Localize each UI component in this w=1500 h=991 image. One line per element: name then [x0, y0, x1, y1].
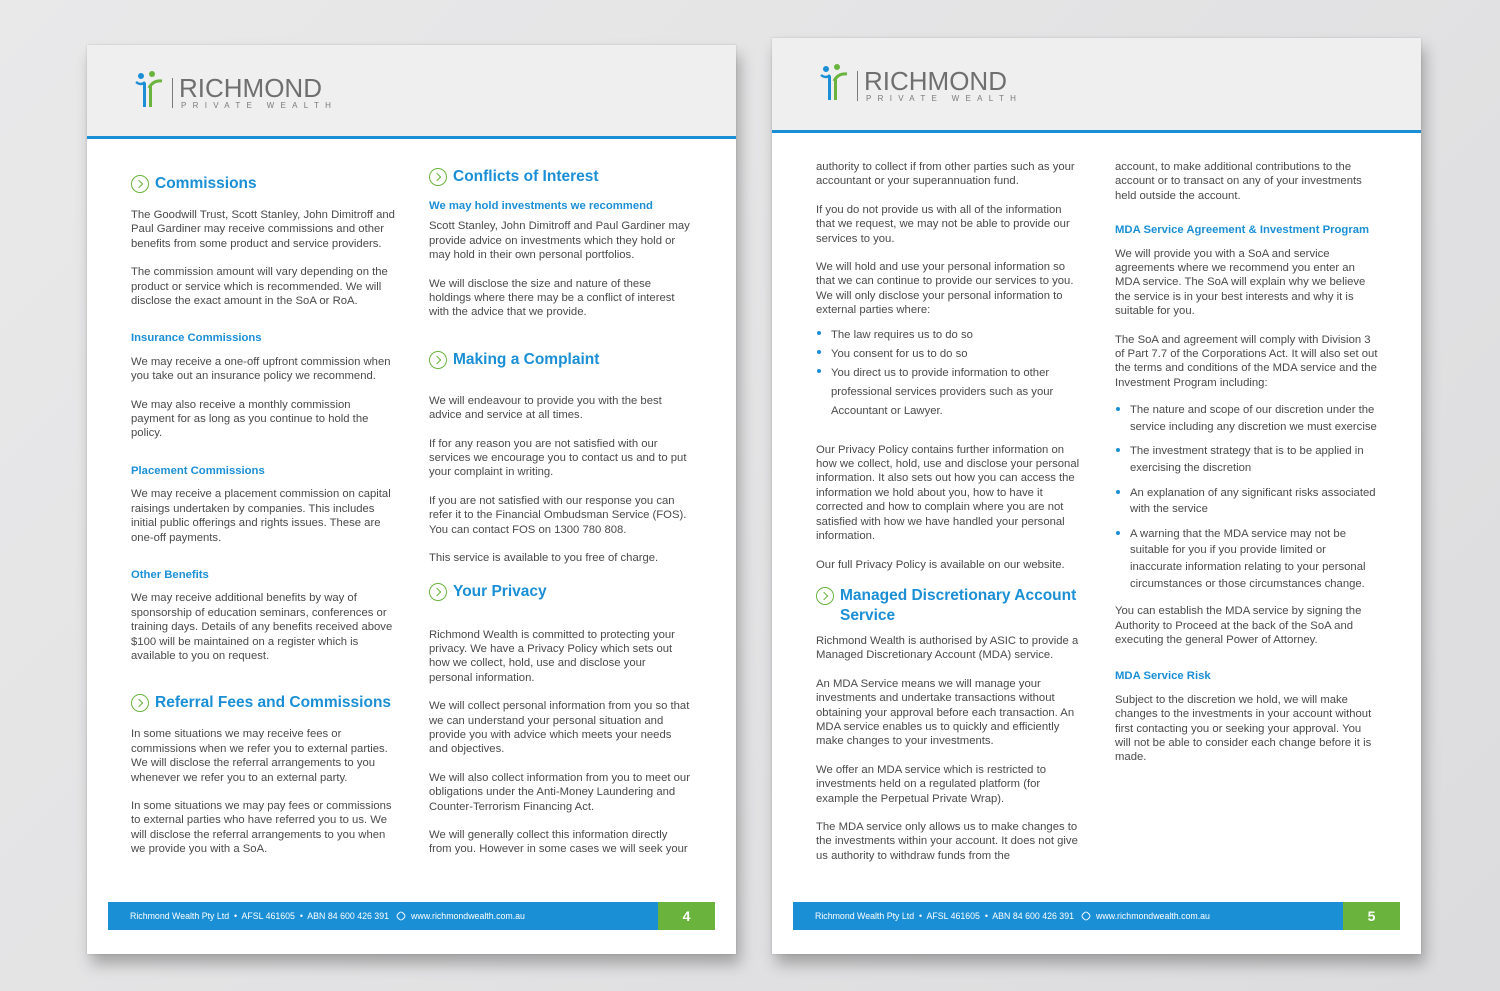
page-footer [793, 902, 1400, 930]
logo-tagline: PRIVATE WEALTH [181, 101, 338, 110]
paragraph: An MDA Service means we will manage your investments and undertake transactions without obtaining your approval before each transaction. An MDA service enables us to quickly and efficiently make changes to your investments. [816, 677, 1075, 748]
disclosure-list [816, 326, 1082, 421]
link-icon [1080, 910, 1091, 921]
paragraph: If you are not satisfied with our response you can refer it to the Financial Ombudsman Service (FOS). You can contact FOS on 1300 780 808. [429, 494, 687, 536]
chevron-right-circle-icon [429, 168, 447, 186]
paragraph: Richmond Wealth is authorised by ASIC to provide a Managed Discretionary Account (MDA) service. [816, 634, 1079, 662]
program-list [1115, 402, 1379, 592]
paragraph: In some situations we may receive fees or commissions when we refer you to external parties. We will disclose the referral arrangements to you whenever we refer you to an external party. [131, 728, 388, 784]
paragraph: We may also receive a monthly commission payment for as long as you continue to hold the policy. [131, 398, 369, 440]
page-4 [87, 45, 736, 954]
richmond-logo-icon [135, 70, 165, 110]
section-commissions: Commissions [131, 174, 395, 194]
paragraph: We may receive a placement commission on capital raisings undertaken by companies. This includes initial public offerings and rights issues. These are one-off payments. [131, 488, 391, 544]
paragraph: The MDA service only allows us to make changes to the investments within your account. It does not give us authority to withdraw funds from the [816, 820, 1078, 862]
chevron-right-circle-icon [131, 694, 149, 712]
right-column [1115, 160, 1379, 779]
subheading-hold-investments: We may hold investments we recommend [429, 200, 653, 212]
paragraph: We will disclose the size and nature of these holdings where there may be a conflict of interest with the advice that we provide. [429, 277, 675, 319]
paragraph: Our Privacy Policy contains further information on how we collect, hold, use and disclose your personal information. It also sets out how you can access the information we hold about you, how to have it corrected and how to complain where you are not satisfied with how we have handled your personal information. [816, 443, 1080, 543]
company-logo [135, 70, 355, 115]
section-referral-fees: Referral Fees and Commissions [131, 693, 395, 713]
list-item: The nature and scope of our discretion under the service including any discretion we must exercise [1115, 402, 1379, 435]
section-making-a-complaint: Making a Complaint [429, 350, 691, 370]
page-header [87, 45, 736, 139]
paragraph: We will endeavour to provide you with the best advice and service at all times. [429, 394, 662, 422]
paragraph: We will hold and use your personal information so that we can continue to provide our services to you. We will only disclose your personal information to external parties where: [816, 261, 1074, 317]
subheading-insurance-commissions: Insurance Commissions [131, 332, 262, 345]
right-column [429, 167, 691, 871]
paragraph: In some situations we may pay fees or commissions to external parties who have referred you to us. We will disclose the referral arrangements to you when we provide you with a SoA. [131, 799, 392, 856]
chevron-right-circle-icon [816, 587, 834, 605]
paragraph: If you do not provide us with all of the information that we request, we may not be able to provide our services to you. [816, 203, 1070, 245]
paragraph: The commission amount will vary depending on the product or service which is recommended. We will disclose the exact amount in the SoA or RoA. [131, 266, 388, 308]
paragraph: Scott Stanley, John Dimitroff and Paul Gardiner may provide advice on investments which they hold or may hold in their own personal portfolios. [429, 220, 690, 262]
paragraph: authority to collect if from other parties such as your accountant or your superannuation fund. [816, 161, 1075, 188]
paragraph: You can establish the MDA service by signing the Authority to Proceed at the back of the SoA and executing the general Power of Attorney. [1115, 605, 1362, 647]
list-item: The law requires us to do so [816, 326, 1082, 345]
footer-website-link[interactable]: www.richmondwealth.com.au [411, 911, 525, 921]
paragraph: We offer an MDA service which is restricted to investments held on a regulated platform (for example the Perpetual Private Wrap). [816, 763, 1046, 805]
list-item: You direct us to provide information to other professional services providers such as your Accountant or Lawyer. [816, 364, 1082, 421]
paragraph: Our full Privacy Policy is available on our website. [816, 558, 1065, 571]
list-item: You consent for us to do so [816, 345, 1082, 364]
subheading-mda-service-agreement: MDA Service Agreement & Investment Program [1115, 224, 1370, 237]
chevron-right-circle-icon [429, 351, 447, 369]
paragraph: This service is available to you free of charge. [429, 552, 659, 565]
paragraph: We may receive a one-off upfront commission when you take out an insurance policy we recommend. [131, 355, 391, 383]
logo-name: RICHMOND [179, 73, 322, 103]
list-item: The investment strategy that is to be applied in exercising the discretion [1115, 443, 1379, 476]
paragraph: The SoA and agreement will comply with Division 3 of Part 7.7 of the Corporations Act. It will also set out the terms and conditions of the MDA service and the Investment Program including: [1115, 333, 1378, 389]
chevron-right-circle-icon [429, 583, 447, 601]
paragraph: We may receive additional benefits by way of sponsorship of education seminars, conferences or training days. Details of any benefits received above $100 will be maintained on a register which is available to you on request. [131, 592, 393, 662]
page-header [772, 38, 1421, 133]
paragraph: If for any reason you are not satisfied with our services we encourage you to contact us and to put your complaint in writing. [429, 437, 687, 479]
subheading-mda-service-risk: MDA Service Risk [1115, 670, 1211, 683]
page-number: 4 [658, 902, 715, 930]
paragraph: We will collect personal information from you so that we can understand your personal situation and provide you with advice which meets your needs and objectives. [429, 700, 690, 756]
paragraph: We will provide you with a SoA and service agreements where we recommend you enter an MDA service. The SoA will explain why we believe the service is in your best interests and why it is suitable for you. [1115, 247, 1366, 318]
paragraph: We will also collect information from you to meet our obligations under the Anti-Money Laundering and Counter-Terrorism Financing Act. [429, 771, 690, 813]
list-item: An explanation of any significant risks associated with the service [1115, 485, 1379, 518]
footer-website-link[interactable]: www.richmondwealth.com.au [1096, 911, 1210, 921]
logo-name: RICHMOND [864, 66, 1007, 96]
page-footer [108, 902, 715, 930]
link-icon [395, 910, 406, 921]
page-number: 5 [1343, 902, 1400, 930]
paragraph: account, to make additional contributions to the account or to transact on any of your investments held outside the account. [1115, 161, 1362, 202]
paragraph: Richmond Wealth is committed to protecting your privacy. We have a Privacy Policy which sets out how we collect, hold, use and disclose your personal information. [429, 628, 675, 684]
logo-tagline: PRIVATE WEALTH [866, 94, 1023, 103]
subheading-other-benefits: Other Benefits [131, 568, 209, 581]
left-column [816, 160, 1082, 877]
footer-company-info: Richmond Wealth Pty Ltd • AFSL 461605 • ABN 84 600 426 391 [815, 911, 1074, 921]
paragraph: We will generally collect this information directly from you. However in some cases we will seek your [429, 828, 688, 856]
left-column [131, 174, 395, 871]
section-conflicts-of-interest: Conflicts of Interest [429, 167, 691, 187]
section-your-privacy: Your Privacy [429, 582, 691, 602]
subheading-placement-commissions: Placement Commissions [131, 464, 265, 477]
footer-company-info: Richmond Wealth Pty Ltd • AFSL 461605 • ABN 84 600 426 391 [130, 911, 389, 921]
richmond-logo-icon [820, 63, 850, 103]
paragraph: Subject to the discretion we hold, we will make changes to the investments in your account without first contacting you or seeking your approval. You will not be able to consider each change before it is made. [1115, 693, 1372, 764]
list-item: A warning that the MDA service may not be suitable for you if you provide limited or inaccurate information relating to your personal circumstances or those circumstances change. [1115, 526, 1379, 592]
page-5 [772, 38, 1421, 954]
chevron-right-circle-icon [131, 175, 149, 193]
paragraph: The Goodwill Trust, Scott Stanley, John Dimitroff and Paul Gardiner may receive commissions and other benefits from some product and service providers. [131, 209, 395, 250]
section-managed-discretionary-account: Managed Discretionary Account Service [816, 586, 1082, 626]
company-logo [820, 63, 1040, 108]
